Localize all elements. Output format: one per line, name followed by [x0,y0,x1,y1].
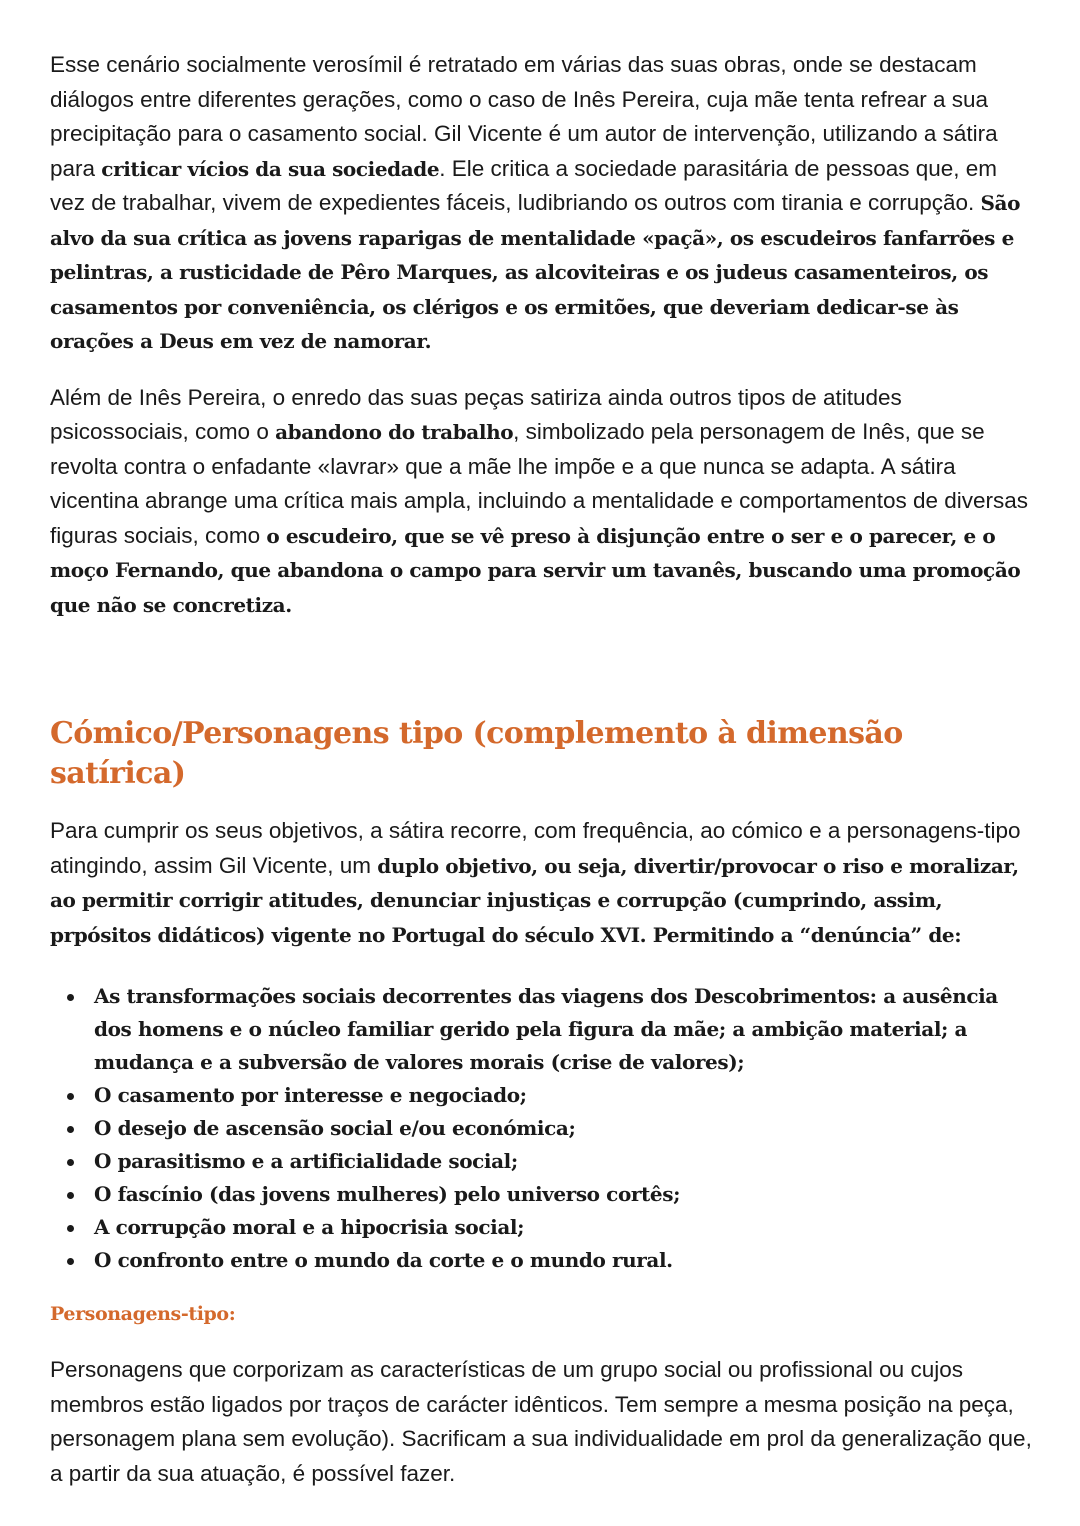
paragraph-intro [50,48,1035,359]
list-item: O parasitismo e a artificialidade social; [94,1145,1035,1178]
section-heading: Cómico/Personagens tipo (complemento à dimensão satírica) [50,716,903,791]
emphasis-text: São alvo da sua crítica as jovens raparigas de mentalidade «paçã», os escudeiros fanfarrões e pelintras, a rusticidade de Pêro Marques, as alcoviteiras e os judeus casamenteiros, os casamentos por conveniência, os clérigos e os ermitões, que deveriam dedicar-se às orações a Deus em vez de namorar. [50,191,1021,353]
paragraph-comic [50,814,1035,952]
paragraph-text: Esse cenário socialmente verosímil é retratado em várias das suas obras, onde se destacam diálogos entre diferentes gerações, como o caso de Inês Pereira, cuja mãe tenta refrear a sua precipitação para o casamento social. Gil Vicente é um autor de intervenção, utilizando a sátira para [50,52,998,181]
paragraph-satire [50,381,1035,623]
themes-list [50,980,1035,1277]
emphasis-text: criticar vícios da sua sociedade [101,156,440,181]
paragraph-character-types: Personagens que corporizam as características de um grupo social ou profissional ou cujos membros estão ligados por traços de carácter idênticos. Tem sempre a mesma posição na peça, personagem plana sem evolução). Sacrificam a sua individualidade em prol da generalização que, a partir da sua atuação, é possível fazer. [50,1357,1032,1486]
list-item: O casamento por interesse e negociado; [94,1079,1035,1112]
list-item: As transformações sociais decorrentes das viagens dos Descobrimentos: a ausência dos homens e o núcleo familiar gerido pela figura da mãe; a ambição material; a mudança e a subversão de valores morais (crise de valores); [94,980,1035,1079]
list-item: O fascínio (das jovens mulheres) pelo universo cortês; [94,1178,1035,1211]
paragraph-text: , simbolizado pela personagem de Inês, que se revolta contra o enfadante «lavrar» que a mãe lhe impõe e a que nunca se adapta. A sátira vicentina abrange uma crítica mais ampla, incluindo a mentalidade e comportamentos de diversas figuras sociais, como [50,419,1029,548]
sub-heading: Personagens-tipo: [50,1303,236,1325]
list-item: O desejo de ascensão social e/ou económica; [94,1112,1035,1145]
paragraph-text: . Ele critica a sociedade parasitária de pessoas que, em vez de trabalhar, vivem de expedientes fáceis, ludibriando os outros com tirania e corrupção. [50,155,998,215]
list-item: A corrupção moral e a hipocrisia social; [94,1211,1035,1244]
document-page [50,48,1035,1491]
emphasis-text: abandono do trabalho [275,420,514,444]
list-item: O confronto entre o mundo da corte e o mundo rural. [94,1244,1035,1277]
emphasis-text: duplo objetivo, ou seja, divertir/provocar o riso e moralizar, ao permitir corrigir atitudes, denunciar injustiças e corrupção (cumprindo, assim, prpósitos didáticos) vigente no Portugal do século XVI. Permitindo a “denúncia” de: [50,853,1019,947]
paragraph-text: Para cumprir os seus objetivos, a sátira recorre, com frequência, ao cómico e a personagens-tipo atingindo, assim Gil Vicente, um [50,818,1021,878]
emphasis-text: o escudeiro, que se vê preso à disjunção entre o ser e o parecer, e o moço Fernando, que abandona o campo para servir um tavanês, buscando uma promoção que não se concretiza. [50,523,1021,617]
paragraph-text: Além de Inês Pereira, o enredo das suas peças satiriza ainda outros tipos de atitudes psicossociais, como o [50,384,902,444]
